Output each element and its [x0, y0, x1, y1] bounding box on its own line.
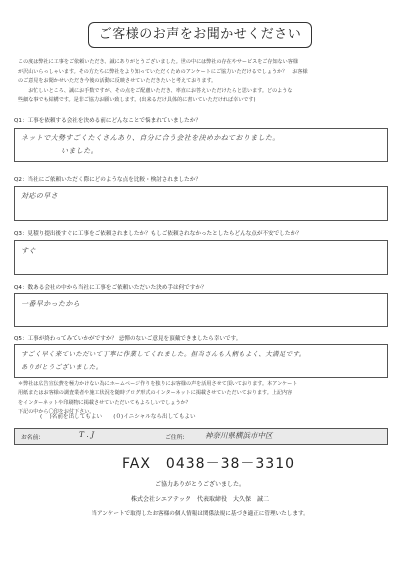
question-3-answer-line-1: すぐ: [21, 247, 36, 255]
question-4-answer-box[interactable]: [14, 293, 388, 327]
name-label: お名前:: [21, 435, 41, 441]
question-4-label: Q4：数ある会社の中から当社に工事をご依頼いただいた決め手は何ですか？: [14, 285, 207, 291]
question-1-answer-line-1: ネットで大勢すごくたくさんあり、自分に合う会社を決めかねておりました。: [21, 134, 280, 142]
address-value[interactable]: 神奈川県横浜市中区: [205, 431, 273, 440]
address-label: ご住所:: [165, 435, 185, 441]
question-1-label: Q1：工事を依頼する会社を決める前にどんなことで悩まれていましたか？: [14, 118, 201, 124]
thanks-text: ご協力ありがとうございました。: [154, 481, 245, 488]
question-3-answer-box[interactable]: [14, 240, 388, 275]
question-3-label: Q3：見積り提出後すぐに工事をご依頼されましたか？もしご依頼されなかったとしたらどんな点が不安でしたか？: [14, 231, 302, 237]
question-1-answer-line-2: いました。: [61, 147, 98, 155]
question-5-answer-box[interactable]: [14, 344, 388, 378]
intro-text: この度は弊社に工事をご依頼いただき、誠にありがとうございました。世の中には弊社の存在やサービスをご存知ない客様 が沢山いらっしゃいます。その方たちに弊社をより知っていただくためのアンケートにご協力いただけるでしょうか？ お客様 のご意見をお聞かせいただき今後の活動に反映させていただきたいと考えております。 お忙しいところ、誠にお手数ですが、その点をご配慮いただき、率直にお答えいただけたらと思います。どのような 些細な事でも結構です。是非ご協力お願い致します。(出来るだけ具体的に書いていただければ幸いです): [18, 59, 308, 103]
question-5-label: Q5：工事が終わってみていかがですか？ 忌憚のないご意見を頂戴できましたら幸いです。: [14, 336, 242, 342]
question-2-answer-line-1: 対応の早さ: [21, 192, 58, 200]
page-title: ご客様のお声をお聞かせください: [88, 22, 312, 48]
fax-number: FAX 0438－38－3310: [122, 456, 296, 472]
name-value[interactable]: T . J: [79, 430, 95, 439]
question-4-answer-line-1: 一番早かったから: [21, 300, 81, 308]
customer-info-row: [14, 428, 388, 445]
publication-choice[interactable]: ( )名前を出してもよい (０)イニシャルなら出してもよい: [40, 414, 196, 420]
privacy-notice: 当アンケートで取得したお客様の個人情報は関係法規に基づき適正に管理いたします。: [91, 511, 309, 517]
question-5-answer-line-2: ありがとうございました。: [21, 363, 103, 371]
question-5-answer-line-1: すごく早く来ていただいて丁寧に作業してくれました。担当さんも人柄もよく、大満足です。: [21, 350, 306, 358]
question-2-label: Q2：当社にご依頼いただく際にどのような点を比較・検討されましたか？: [14, 177, 201, 183]
company-signature: 株式会社シエアテック 代表取締役 大久保 誠二: [130, 496, 269, 503]
question-1-answer-box[interactable]: [14, 128, 388, 162]
question-2-answer-box[interactable]: [14, 186, 388, 221]
publication-notice: ＊弊社は広告宣伝費を極力かけない為にホームページ作りを独りにお客様の声を活用させて頂いております。本アンケート 用紙またはお客様の調査業者や施工状況を随時ブログ形式のインターネットに掲載させていただいております。上記内容 をインターネットや印刷物に掲載させていただいてもよろしいでしょうか？ 下記の中から〇印をお付下さい。: [18, 381, 298, 416]
